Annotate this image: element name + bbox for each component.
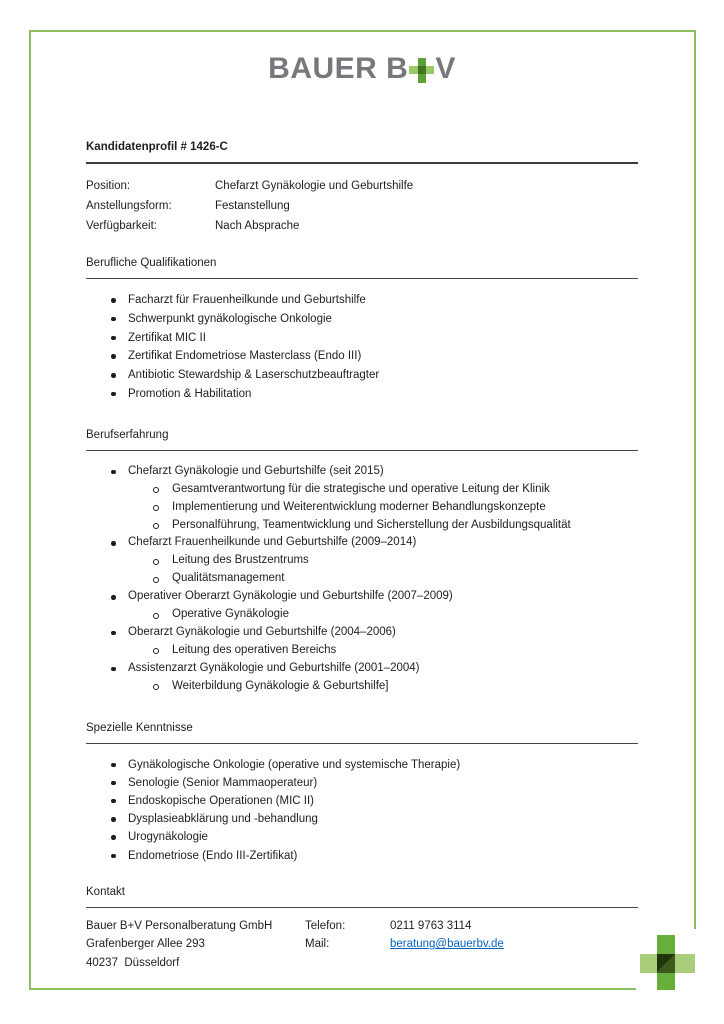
list-item (86, 792, 638, 810)
bullet-icon (111, 781, 116, 786)
contact-values (390, 917, 638, 973)
profile-fields (86, 176, 638, 236)
logo-text-left: BAUER B (268, 52, 409, 85)
list-item (86, 660, 638, 696)
list-item-text: Oberarzt Gynäkologie und Geburtshilfe (2004–2006) (128, 625, 396, 638)
circle-bullet-icon (153, 577, 159, 583)
qualifications-list (86, 291, 638, 404)
list-item (86, 366, 638, 385)
section-heading-experience: Berufserfahrung (86, 428, 638, 451)
phone-number: 0211 9763 3114 (390, 919, 472, 932)
list-item-text: Schwerpunkt gynäkologische Onkologie (128, 312, 332, 325)
list-item-text: Chefarzt Frauenheilkunde und Geburtshilfe (2009–2014) (128, 536, 417, 549)
list-item-text: Weiterbildung Gynäkologie & Geburtshilfe] (172, 679, 389, 692)
field-value: Chefarzt Gynäkologie und Geburtshilfe (215, 180, 414, 192)
bullet-icon (111, 392, 116, 397)
bullet-icon (111, 799, 116, 804)
list-item (86, 642, 638, 660)
section-heading-contact: Kontakt (86, 885, 638, 908)
sub-list (86, 552, 638, 588)
logo-text-right: V (435, 52, 456, 85)
list-item-text: Leitung des operativen Bereichs (172, 643, 337, 656)
list-item (86, 552, 638, 570)
list-item (86, 756, 638, 774)
bullet-icon (111, 817, 116, 822)
plus-icon (409, 58, 434, 83)
list-item (86, 534, 638, 588)
list-item-text: Qualitätsmanagement (172, 572, 285, 585)
plus-overlap (418, 66, 426, 74)
contact-company-address (86, 917, 305, 973)
list-item-text: Operativer Oberarzt Gynäkologie und Geburtshilfe (2007–2009) (128, 590, 453, 603)
list-item (86, 463, 638, 535)
document-content (86, 140, 638, 972)
list-item-text: Gynäkologische Onkologie (operative und systemische Therapie) (128, 758, 461, 771)
section-special-skills (86, 721, 638, 865)
list-item-text: Implementierung und Weiterentwicklung moderner Behandlungskonzepte (172, 500, 546, 513)
bullet-icon (111, 317, 116, 322)
bullet-icon (111, 667, 116, 672)
profile-field-row (86, 216, 638, 236)
list-item (86, 678, 638, 696)
list-item-text: Operative Gynäkologie (172, 608, 289, 621)
bullet-icon (111, 854, 116, 859)
list-item-text: Zertifikat Endometriose Masterclass (Endo III) (128, 350, 362, 363)
section-experience (86, 428, 638, 696)
company-logo (0, 54, 724, 84)
list-item-text: Leitung des Brustzentrums (172, 554, 309, 567)
mail-label: Mail: (305, 938, 330, 951)
list-item (86, 588, 638, 624)
field-value: Nach Absprache (215, 220, 300, 232)
sub-list (86, 678, 638, 696)
bullet-icon (111, 763, 116, 768)
contact-labels (305, 917, 390, 973)
list-item-text: Antibiotic Stewardship & Laserschutzbeauftragter (128, 369, 380, 382)
circle-bullet-icon (153, 559, 159, 565)
sub-list (86, 642, 638, 660)
list-item (86, 329, 638, 348)
list-item-text: Senologie (Senior Mammaoperateur) (128, 776, 318, 789)
bullet-icon (111, 595, 116, 600)
list-item-text: Urogynäkologie (128, 831, 208, 844)
address-line: 40237 Düsseldorf (86, 956, 180, 969)
list-item (86, 499, 638, 517)
section-heading-qualifications: Berufliche Qualifikationen (86, 256, 638, 279)
circle-bullet-icon (153, 523, 159, 529)
field-value: Festanstellung (215, 200, 290, 212)
list-item-text: Endoskopische Operationen (MIC II) (128, 794, 315, 807)
list-item-text: Facharzt für Frauenheilkunde und Geburtshilfe (128, 294, 366, 306)
list-item-text: Zertifikat MIC II (128, 331, 206, 344)
list-item (86, 481, 638, 499)
bullet-icon (111, 298, 116, 303)
bullet-icon (111, 835, 116, 840)
bullet-icon (111, 470, 116, 475)
section-contact (86, 885, 638, 973)
list-item-text: Endometriose (Endo III-Zertifikat) (128, 849, 298, 862)
list-item (86, 810, 638, 828)
special-skills-list (86, 756, 638, 865)
list-item (86, 624, 638, 660)
list-item-text: Assistenzarzt Gynäkologie und Geburtshilfe (2001–2004) (128, 661, 420, 674)
profile-field-row (86, 196, 638, 216)
list-item (86, 847, 638, 865)
list-item-text: Personalführung, Teamentwicklung und Sicherstellung der Ausbildungsqualität (172, 518, 571, 531)
bullet-icon (111, 354, 116, 359)
list-item-text: Dysplasieabklärung und -behandlung (128, 813, 318, 826)
list-item-text: Chefarzt Gynäkologie und Geburtshilfe (seit 2015) (128, 464, 384, 477)
list-item (86, 828, 638, 846)
address-line: Grafenberger Allee 293 (86, 938, 205, 951)
experience-list (86, 463, 638, 696)
field-label: Verfügbarkeit: (86, 220, 157, 232)
sub-list (86, 606, 638, 624)
field-label: Position: (86, 180, 131, 192)
profile-title: Kandidatenprofil # 1426-C (86, 140, 638, 164)
contact-block (86, 917, 638, 973)
list-item (86, 606, 638, 624)
profile-field-row (86, 176, 638, 196)
section-heading-special-skills: Spezielle Kenntnisse (86, 721, 638, 744)
list-item (86, 517, 638, 535)
sub-list (86, 481, 638, 535)
list-item (86, 570, 638, 588)
section-qualifications (86, 256, 638, 404)
mail-link[interactable]: beratung@bauerbv.de (390, 938, 504, 951)
list-item (86, 291, 638, 310)
list-item-text: Gesamtverantwortung für die strategische und operative Leitung der Klinik (172, 482, 550, 495)
bullet-icon (111, 373, 116, 378)
field-label: Anstellungsform: (86, 200, 172, 212)
address-line: Bauer B+V Personalberatung GmbH (86, 919, 273, 932)
list-item (86, 347, 638, 366)
list-item (86, 385, 638, 404)
list-item (86, 310, 638, 329)
bullet-icon (111, 336, 116, 341)
phone-label: Telefon: (305, 919, 346, 932)
bullet-icon (111, 541, 116, 546)
corner-cross-overlap (657, 954, 675, 973)
bullet-icon (111, 631, 116, 636)
list-item-text: Promotion & Habilitation (128, 387, 252, 400)
list-item (86, 774, 638, 792)
circle-bullet-icon (153, 613, 159, 619)
